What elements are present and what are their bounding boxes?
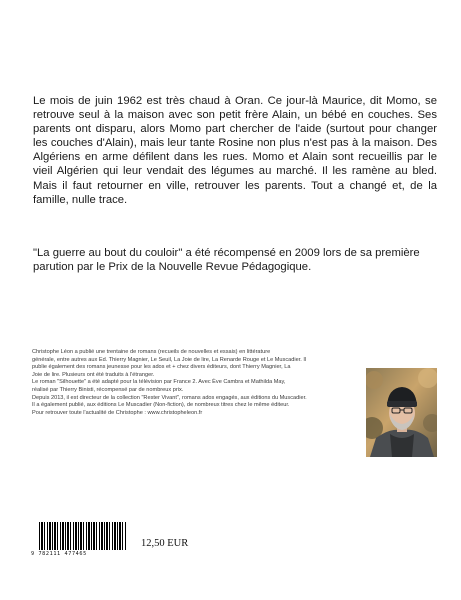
author-bio-line: Christophe Léon a publié une trentaine de romans (recueils de nouvelles et essais) en littérature <box>32 349 271 355</box>
author-bio <box>32 349 358 417</box>
barcode-digits: 9 782111 477465 <box>31 551 87 557</box>
author-bio-line: Pour retrouver toute l'actualité de Christophe : www.christopheleon.fr <box>32 409 203 416</box>
back-cover-blurb: Le mois de juin 1962 est très chaud à Oran. Ce jour-là Maurice, dit Momo, se retrouve seul à la maison avec son petit frère Alain, un bébé en couches. Ses parents ont disparu, alors Momo part chercher de l'aide (surtout pour changer les couches d'Alain), mais leur tante Rosine non plus n'est pas à la maison. Des Algériens en arme défilent dans les rues. Momo et Alain sont recueillis par le vieil Algérien qui leur vendait des légumes au marché. Il les ramène au bled. Mais il faut retourner en ville, retrouver les parents. Tout a changé et, de la famille, nulle trace. <box>33 95 437 206</box>
price-label: 12,50 EUR <box>141 538 189 549</box>
barcode-bars <box>39 522 127 550</box>
author-photo <box>366 368 437 457</box>
author-bio-line: Joie de lire. Plusieurs ont été traduits à l'étranger. <box>32 371 155 378</box>
author-bio-line: publie également des romans jeunesse pour les ados et + chez divers éditeurs, dont Thierry Magnier, La <box>32 364 291 371</box>
prize-statement: "La guerre au bout du couloir" a été récompensé en 2009 lors de sa première parution par le Prix de la Nouvelle Revue Pédagogique. <box>33 247 420 274</box>
author-bio-line: réalisé par Thierry Binisti, récompensé par de nombreux prix. <box>32 386 184 393</box>
author-bio-line: Le roman "Silhouette" a été adapté pour la télévision par France 2. Avec Ève Cambra et Mathilda May, <box>32 379 286 386</box>
author-bio-line: Il a également publié, aux éditions Le Muscadier (Non-fiction), de nombreux titres chez le même éditeur. <box>32 402 290 409</box>
isbn-barcode <box>31 522 129 558</box>
author-bio-line: Depuis 2013, il est directeur de la collection "Rester Vivant", romans ados engagés, aux éditions du Muscadier. <box>32 394 307 401</box>
author-bio-line: générale, entre autres aux Ed. Thierry Magnier, Le Seuil, La Joie de lire, La Renarde Rouge et Le Muscadier. Il <box>32 356 307 363</box>
